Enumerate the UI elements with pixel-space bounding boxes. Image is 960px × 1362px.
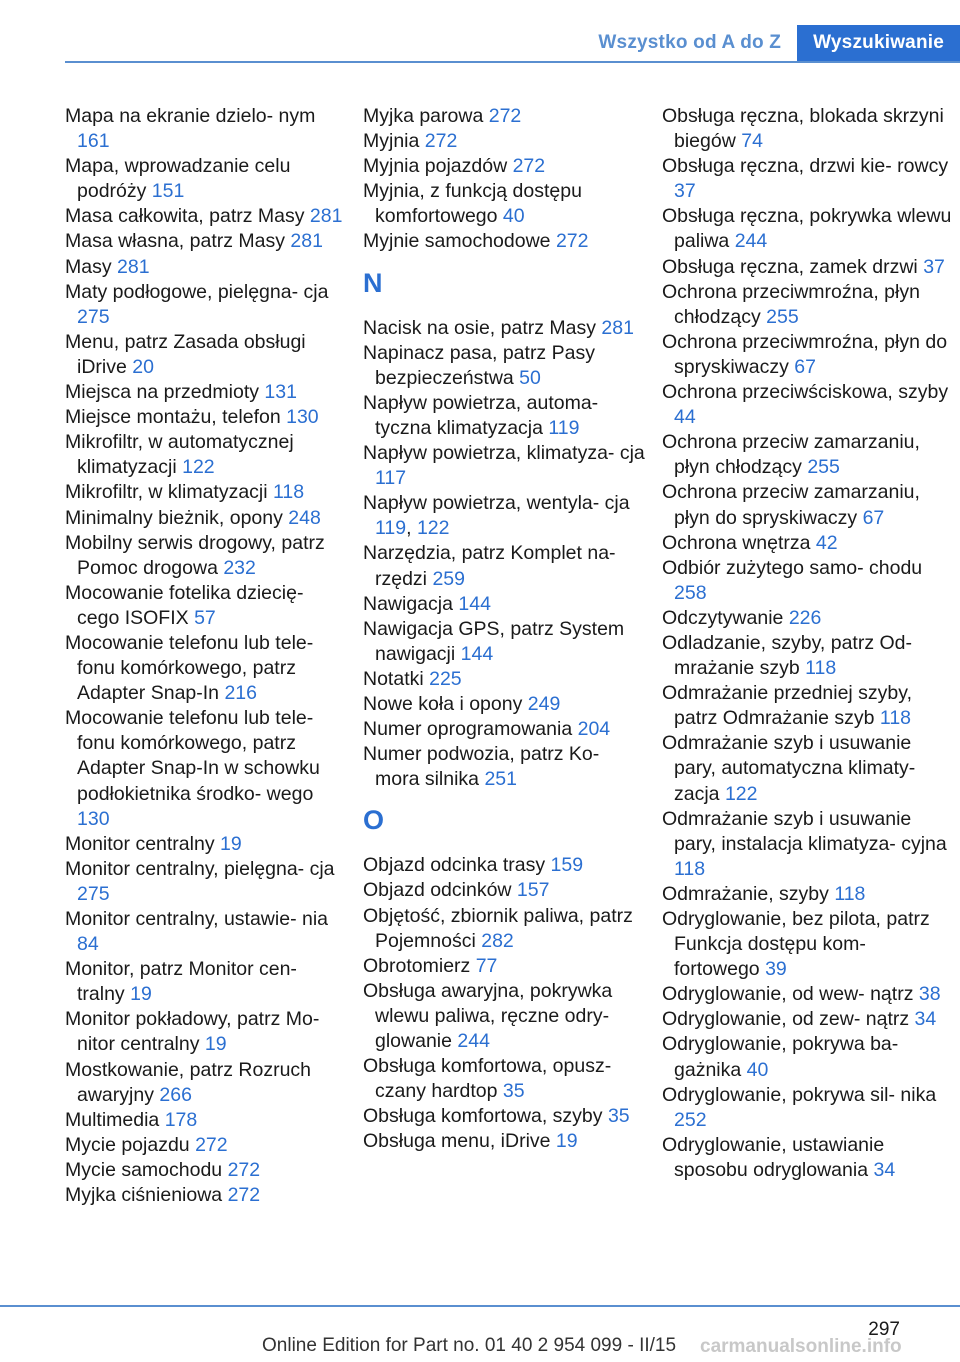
index-entry	[662, 982, 952, 1007]
page-ref-link[interactable]: 272	[488, 105, 522, 127]
page-ref-link[interactable]: 20	[132, 355, 154, 378]
header-rule	[65, 61, 960, 63]
index-entry	[363, 1129, 645, 1154]
footer-edition: Online Edition for Part no. 01 40 2 954 099 - II/15	[262, 1335, 677, 1356]
index-entry	[363, 441, 645, 491]
page-ref-link[interactable]: 272	[555, 230, 589, 253]
index-term: Odryglowanie, ustawianie sposobu odryglowania	[662, 1133, 885, 1181]
tab-section[interactable]: Wszystko od A do Z	[582, 25, 797, 61]
page-ref-link[interactable]: 35	[502, 1080, 525, 1103]
index-entry	[662, 154, 952, 204]
index-term: Notatki	[363, 667, 430, 690]
index-entry	[65, 405, 345, 430]
page-ref-link[interactable]: 281	[290, 230, 323, 253]
index-entry	[662, 104, 952, 154]
index-term: Myjnia	[363, 130, 425, 153]
page-ref-link[interactable]: 226	[788, 606, 822, 629]
index-entry	[65, 581, 345, 631]
index-term: Myjka parowa	[363, 105, 489, 127]
index-term: Multimedia	[65, 1108, 165, 1131]
page-ref-link[interactable]: 118	[834, 882, 866, 905]
index-entry	[65, 430, 345, 480]
index-entry	[65, 1183, 345, 1208]
index-term: Myjnia pojazdów	[363, 155, 513, 178]
page-ref-link[interactable]: 50	[519, 366, 541, 389]
index-term: Monitor pokładowy, patrz Mo- nitor centralny	[65, 1008, 320, 1056]
page-ref-link[interactable]: 122	[416, 517, 450, 540]
index-term: Obsługa komfortowa, opusz- czany hardtop	[363, 1055, 612, 1103]
page-ref-link[interactable]: 130	[77, 807, 110, 830]
index-entry	[662, 1032, 952, 1082]
page-ref-link[interactable]: 272	[512, 155, 546, 178]
index-term: Masa całkowita, patrz Masy	[65, 205, 310, 228]
index-term: Obsługa ręczna, blokada skrzyni biegów	[662, 105, 944, 153]
page-ref-link[interactable]: 77	[475, 954, 498, 977]
index-term: Odryglowanie, bez pilota, patrz Funkcja dostępu kom- fortowego	[662, 908, 930, 981]
page-ref-link[interactable]: 266	[159, 1083, 192, 1106]
index-entry	[662, 681, 952, 731]
index-term: Mocowanie telefonu lub tele- fonu komórkowego, patrz Adapter Snap-In	[65, 631, 314, 705]
page-ref-link[interactable]: 117	[375, 467, 407, 490]
index-entry	[65, 1108, 345, 1133]
page-ref-link[interactable]: 119	[548, 416, 580, 439]
index-term: Ochrona przeciwściskowa, szyby	[662, 381, 949, 404]
page-ref-link[interactable]: 255	[766, 305, 799, 328]
page-ref-link[interactable]: 119	[375, 517, 407, 540]
index-term: Nowe koła i opony	[363, 692, 528, 715]
page-ref-link[interactable]: 151	[151, 180, 185, 203]
index-term: Myjnia, z funkcją dostępu komfortowego	[363, 180, 582, 228]
index-term: Objazd odcinków	[363, 879, 517, 902]
index-entry	[363, 1104, 645, 1129]
page-ref-link[interactable]: 37	[923, 255, 945, 278]
index-term: Mycie samochodu	[65, 1158, 228, 1181]
index-entry	[662, 882, 952, 907]
index-term: Maty podłogowe, pielęgna- cja	[65, 280, 329, 303]
page-number: 297	[868, 1319, 900, 1340]
page-ref-link[interactable]: 19	[219, 832, 242, 855]
index-entry	[662, 1007, 952, 1032]
tab-active-search[interactable]: Wyszukiwanie	[797, 25, 960, 61]
index-term: Mobilny serwis drogowy, patrz Pomoc drogowa	[65, 531, 325, 579]
page-ref-link[interactable]: 130	[286, 406, 319, 429]
page-ref-link[interactable]: 19	[204, 1033, 227, 1056]
index-term: Numer podwozia, patrz Ko- mora silnika	[363, 743, 600, 791]
index-entry	[363, 692, 645, 717]
index-term: Mikrofiltr, w klimatyzacji	[65, 481, 274, 504]
index-term: Odmrażanie szyb i usuwanie pary, automatyczna klimaty- zacja	[662, 732, 916, 805]
page-ref-link[interactable]: 252	[674, 1108, 707, 1131]
page-ref-link[interactable]: 118	[879, 707, 912, 730]
page-ref-link[interactable]: 118	[273, 481, 305, 504]
index-term: Odryglowanie, od wew- nątrz	[662, 983, 919, 1006]
page-ref-link[interactable]: 281	[309, 205, 343, 228]
index-entry	[363, 341, 645, 391]
page-ref-link[interactable]: 122	[182, 456, 215, 479]
index-term: Ochrona przeciw zamarzaniu, płyn do spryskiwaczy	[662, 481, 920, 529]
page-ref-link[interactable]: 282	[481, 929, 514, 952]
page-ref-link[interactable]: 178	[164, 1108, 198, 1131]
index-term: Narzędzia, patrz Komplet na- rzędzi	[363, 542, 616, 590]
index-term: Napływ powietrza, automa- tyczna klimatyzacja	[363, 391, 599, 439]
index-term: Odryglowanie, pokrywa ba- gażnika	[662, 1033, 899, 1081]
index-entry	[363, 954, 645, 979]
index-entry	[662, 1083, 952, 1133]
index-term: Odmrażanie, szyby	[662, 882, 835, 905]
page-ref-link[interactable]: 118	[674, 857, 706, 880]
index-entry	[65, 1158, 345, 1183]
page-ref-link[interactable]: 39	[765, 958, 787, 981]
page-ref-link[interactable]: 159	[550, 854, 584, 877]
index-entry	[662, 480, 952, 530]
page-ref-link[interactable]: 131	[264, 381, 297, 404]
index-term: Nawigacja	[363, 592, 459, 615]
index-term: Ochrona przeciw zamarzaniu, płyn chłodzący	[662, 431, 920, 479]
page-ref-link[interactable]: 258	[674, 581, 707, 604]
index-letter-heading: N	[363, 267, 383, 298]
page-ref-link[interactable]: 157	[516, 879, 550, 902]
index-entry	[363, 179, 645, 229]
index-entry	[363, 491, 645, 541]
page-ref-link[interactable]: 204	[577, 718, 611, 741]
page-ref-link[interactable]: 42	[815, 531, 838, 554]
index-term: Mycie pojazdu	[65, 1133, 196, 1156]
index-entry	[363, 904, 645, 954]
index-entry	[363, 1054, 645, 1104]
index-term: Masy	[65, 255, 118, 278]
index-entry	[662, 731, 952, 806]
page-ref-link[interactable]: 272	[227, 1158, 261, 1181]
index-term: Ochrona przeciwmroźna, płyn chłodzący	[662, 280, 920, 328]
index-column-2	[363, 104, 645, 1154]
index-entry	[65, 1058, 345, 1108]
page-ref-link[interactable]: 216	[224, 682, 257, 705]
index-term: Obsługa ręczna, drzwi kie- rowcy	[662, 155, 949, 178]
page-ref-link[interactable]: 281	[601, 316, 634, 339]
index-entry	[662, 531, 952, 556]
index-term: Odbiór zużytego samo- chodu	[662, 556, 923, 579]
index-term: Mapa, wprowadzanie celu podróży	[65, 155, 291, 203]
page-ref-link[interactable]: 37	[674, 180, 696, 203]
index-term: Napływ powietrza, wentyla- cja	[363, 492, 630, 515]
index-entry	[363, 592, 645, 617]
page-ref-link[interactable]: 67	[862, 506, 885, 529]
index-term: Odczytywanie	[662, 606, 789, 629]
index-column-1	[65, 104, 345, 1208]
page-ref-link[interactable]: 144	[460, 642, 494, 665]
index-entry	[363, 154, 645, 179]
index-entry	[65, 154, 345, 204]
index-term: Obsługa komfortowa, szyby	[363, 1105, 608, 1128]
index-entry	[65, 857, 345, 907]
page-ref-link[interactable]: 161	[77, 130, 110, 153]
index-entry	[363, 853, 645, 878]
index-entry	[662, 1133, 952, 1183]
page-ref-link[interactable]: 248	[288, 506, 321, 529]
index-term: Mostkowanie, patrz Rozruch awaryjny	[65, 1058, 312, 1106]
index-term: Obsługa ręczna, pokrywka wlewu paliwa	[662, 205, 952, 253]
index-term: Mikrofiltr, w automatycznej klimatyzacji	[65, 431, 294, 479]
index-term: Obsługa awaryjna, pokrywka wlewu paliwa, ręczne odry- glowanie	[363, 979, 613, 1052]
index-entry	[65, 255, 345, 280]
index-entry	[65, 380, 345, 405]
index-term: Obsługa menu, iDrive	[363, 1130, 556, 1153]
index-entry	[65, 907, 345, 957]
page-ref-link[interactable]: 275	[77, 305, 110, 328]
index-entry	[363, 617, 645, 667]
page-ref-link[interactable]: 40	[502, 205, 525, 228]
index-entry	[363, 717, 645, 742]
index-entry	[662, 556, 952, 606]
index-entry	[662, 255, 952, 280]
page-ref-link[interactable]: 244	[734, 230, 768, 253]
index-entry	[662, 330, 952, 380]
index-term: Miejsce montażu, telefon	[65, 406, 287, 429]
index-term: Masa własna, patrz Masy	[65, 230, 291, 253]
index-term: Odryglowanie, od zew- nątrz	[662, 1008, 915, 1031]
index-entry	[662, 606, 952, 631]
index-entry	[65, 706, 345, 831]
index-term: Napływ powietrza, klimatyza- cja	[363, 442, 645, 465]
page-ref-link[interactable]: 144	[458, 592, 491, 615]
page-ref-link[interactable]: 255	[807, 456, 840, 479]
index-entry	[363, 316, 645, 341]
index-term: Mocowanie fotelika dziecię- cego ISOFIX	[65, 581, 304, 629]
page-ref-link[interactable]: 272	[195, 1133, 228, 1156]
index-term: Monitor centralny, ustawie- nia	[65, 908, 329, 930]
index-term: Odmrażanie szyb i usuwanie pary, instalacja klimatyza- cyjna	[662, 807, 947, 855]
index-entry	[662, 380, 952, 430]
index-entry	[65, 832, 345, 857]
page-ref-link[interactable]: 38	[918, 983, 941, 1006]
index-entry	[65, 631, 345, 706]
index-term: Odryglowanie, pokrywa sil- nika	[662, 1083, 937, 1106]
index-entry	[363, 104, 645, 129]
page-ref-link[interactable]: 259	[432, 567, 465, 590]
index-term: Mocowanie telefonu lub tele- fonu komórkowego, patrz Adapter Snap-In w schowku podłokietnika środko- wego	[65, 707, 320, 805]
index-term: Mapa na ekranie dzielo- nym	[65, 105, 316, 127]
index-term: Obrotomierz	[363, 954, 476, 977]
page-ref-link[interactable]: 74	[741, 130, 763, 153]
index-entry	[65, 506, 345, 531]
index-term: Objazd odcinka trasy	[363, 854, 551, 877]
index-entry	[662, 807, 952, 882]
index-entry	[65, 229, 345, 254]
index-entry	[363, 878, 645, 903]
page-ref-link[interactable]: 249	[527, 692, 561, 715]
index-entry	[662, 631, 952, 681]
index-entry	[65, 480, 345, 505]
page-ref-link[interactable]: 272	[227, 1184, 261, 1207]
index-entry	[363, 391, 645, 441]
index-entry	[65, 204, 345, 229]
index-term: Odladzanie, szyby, patrz Od- mrażanie szyb	[662, 631, 912, 680]
index-term: Monitor centralny, pielęgna- cja	[65, 857, 335, 880]
index-entry	[662, 280, 952, 330]
footer-rule	[0, 1305, 960, 1307]
index-term: Monitor, patrz Monitor cen- tralny	[65, 958, 297, 1006]
page-ref-link[interactable]: 122	[724, 782, 758, 805]
index-term: Nawigacja GPS, patrz System nawigacji	[363, 617, 625, 665]
index-term: Odmrażanie przedniej szyby, patrz Odmrażanie szyb	[662, 682, 912, 730]
index-entry	[662, 204, 952, 254]
index-entry	[363, 979, 645, 1054]
index-entry	[65, 280, 345, 330]
index-entry	[662, 430, 952, 480]
index-column-3	[662, 104, 952, 1183]
page-ref-link[interactable]: 225	[429, 667, 462, 690]
page-ref-link[interactable]: 57	[194, 606, 216, 629]
index-term: Nacisk na osie, patrz Masy	[363, 316, 602, 339]
header-tabs	[582, 25, 960, 61]
index-entry	[363, 742, 645, 792]
page-ref-link[interactable]: 281	[117, 255, 150, 278]
index-entry	[363, 229, 645, 254]
page-ref-link[interactable]: 84	[77, 933, 99, 956]
page-ref-link[interactable]: 67	[794, 355, 816, 378]
index-entry	[65, 330, 345, 380]
index-term: Menu, patrz Zasada obsługi iDrive	[65, 330, 306, 378]
index-term: Ochrona wnętrza	[662, 531, 816, 554]
index-term: Monitor centralny	[65, 832, 220, 855]
page-ref-link[interactable]: 19	[555, 1130, 578, 1153]
index-letter-heading: O	[363, 805, 385, 836]
index-entry	[363, 667, 645, 692]
index-term: Numer oprogramowania	[363, 718, 578, 741]
index-entry	[363, 129, 645, 154]
page-ref-link[interactable]: 34	[914, 1008, 937, 1031]
index-term: Minimalny bieżnik, opony	[65, 506, 289, 529]
index-term: Objętość, zbiornik paliwa, patrz Pojemności	[363, 904, 633, 952]
index-entry	[65, 1133, 345, 1158]
page-ref-link[interactable]: 118	[805, 657, 837, 680]
page-ref-link[interactable]: 19	[130, 983, 152, 1006]
index-entry	[65, 1007, 345, 1057]
index-entry	[65, 104, 345, 154]
index-term: Myjka ciśnieniowa	[65, 1184, 228, 1207]
page-ref-link[interactable]: 251	[484, 768, 517, 791]
page-ref-link[interactable]: 272	[424, 130, 458, 153]
page-ref-link[interactable]: 44	[674, 406, 696, 429]
index-term: Obsługa ręczna, zamek drzwi	[662, 255, 924, 278]
watermark: carmanualsonline.info	[700, 1336, 902, 1357]
index-entry	[662, 907, 952, 982]
page-ref-link[interactable]: 40	[746, 1058, 769, 1081]
page-ref-link[interactable]: 275	[77, 882, 110, 905]
index-term: Myjnie samochodowe	[363, 230, 556, 253]
index-entry	[65, 957, 345, 1007]
index-term: Miejsca na przedmioty	[65, 381, 265, 404]
page-ref-link[interactable]: 244	[457, 1030, 490, 1052]
page-ref-link[interactable]: 35	[607, 1105, 630, 1128]
page-ref-link[interactable]: 232	[223, 556, 256, 579]
index-term: Ochrona przeciwmroźna, płyn do spryskiwaczy	[662, 330, 948, 378]
index-entry	[65, 531, 345, 581]
index-entry	[363, 541, 645, 591]
ref-separator: ,	[406, 517, 417, 540]
index-term: Napinacz pasa, patrz Pasy bezpieczeństwa	[363, 341, 595, 389]
page-ref-link[interactable]: 34	[873, 1158, 896, 1181]
